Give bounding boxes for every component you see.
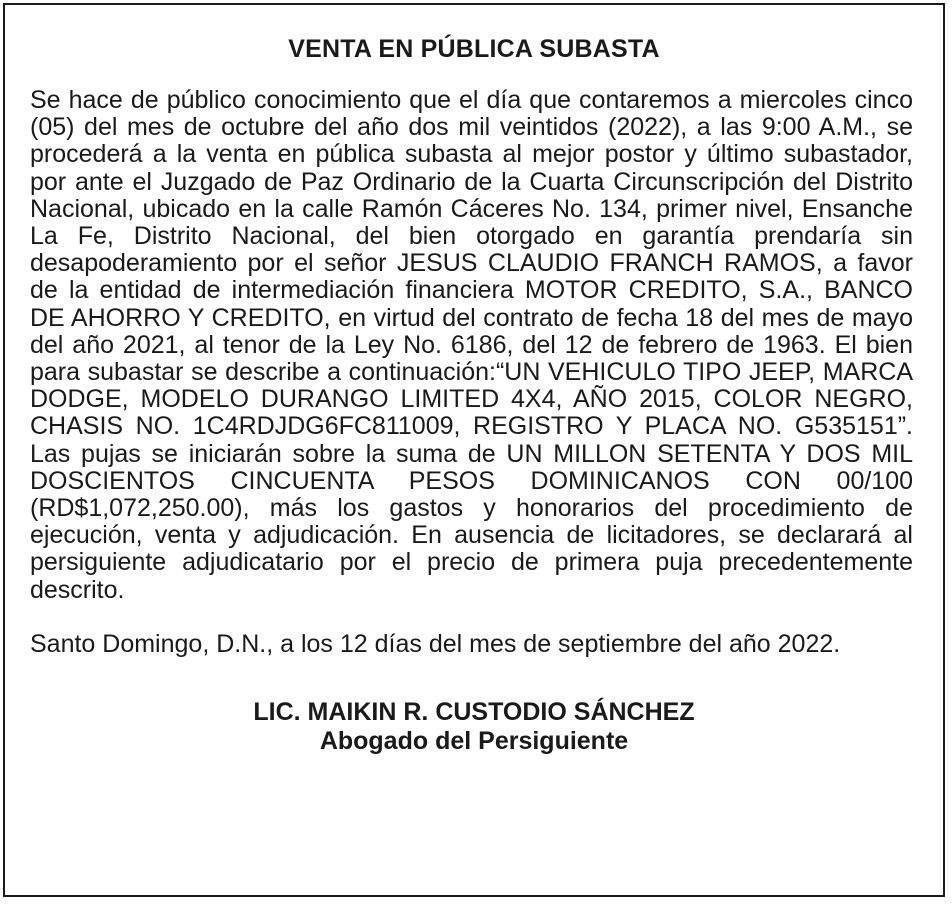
signatory-name: LIC. MAIKIN R. CUSTODIO SÁNCHEZ xyxy=(253,698,695,727)
notice-body: Se hace de público conocimiento que el día que contaremos a miercoles cinco (05) del mes de octubre del año dos mil veintidos (2022), a las 9:00 A.M., se procederá a la venta en pública subasta al mejor postor y último subastador, por ante el Juzgado de Paz Ordinario de la Cuarta Circunscripción del Distrito Nacional, ubicado en la calle Ramón Cáceres No. 134, primer nivel, Ensanche La Fe, Distrito Nacional, del bien otorgado en garantía prendaría sin desapoderamiento por el señor JESUS CLAUDIO FRANCH RAMOS, a favor de la entidad de intermediación financiera MOTOR CREDITO, S.A., BANCO DE AHORRO Y CREDITO, en virtud del contrato de fecha 18 del mes de mayo del año 2021, al tenor de la Ley No. 6186, del 12 de febrero de 1963. El bien para subastar se describe a continuación:“UN VEHICULO TIPO JEEP, MARCA DODGE, MODELO DURANGO LIMITED 4X4, AÑO 2015, COLOR NEGRO, CHASIS NO. 1C4RDJDG6FC811009, REGISTRO Y PLACA NO. G535151”. Las pujas se iniciarán sobre la suma de UN MILLON SETENTA Y DOS MIL DOSCIENTOS CINCUENTA PESOS DOMINICANOS CON 00/100 (RD$1,072,250.00), más los gastos y honorarios del procedimiento de ejecución, venta y adjudicación. En ausencia de licitadores, se declarará al persiguiente adjudicatario por el precio de primera puja precedentemente descrito. xyxy=(30,86,913,604)
notice-title: VENTA EN PÚBLICA SUBASTA xyxy=(288,35,660,63)
notice-closing-date: Santo Domingo, D.N., a los 12 días del mes de septiembre del año 2022. xyxy=(30,629,841,658)
signature-block xyxy=(5,698,943,756)
auction-notice xyxy=(3,3,945,897)
signatory-role: Abogado del Persiguiente xyxy=(319,727,629,756)
